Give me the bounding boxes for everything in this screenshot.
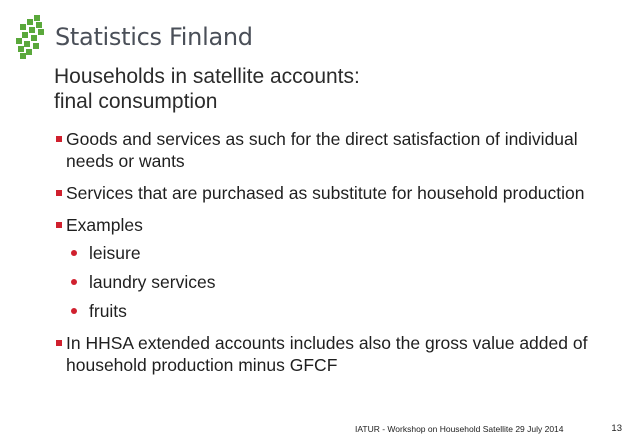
bullet-text: Examples — [66, 215, 143, 235]
square-bullet-icon — [56, 222, 62, 228]
round-bullet-icon — [71, 308, 77, 314]
square-bullet-icon — [56, 340, 62, 346]
slide-title-line-1: Households in satellite accounts: — [54, 65, 360, 88]
bullet-item-goods-services — [54, 128, 614, 172]
sub-bullet-text: leisure — [89, 243, 141, 263]
round-bullet-icon — [71, 279, 77, 285]
bullet-item-hhsa-extended — [54, 332, 614, 376]
bullet-text: Goods and services as such for the direct satisfaction of individual needs or wants — [66, 129, 578, 171]
footer-text: IATUR - Workshop on Household Satellite 29 July 2014 — [355, 424, 564, 434]
sub-bullet-text: laundry services — [89, 272, 216, 292]
sub-bullet-item-fruits — [54, 300, 614, 322]
slide-title — [54, 64, 614, 114]
sub-bullet-text: fruits — [89, 301, 127, 321]
slide-title-line-2: final consumption — [54, 90, 218, 113]
bullet-list — [54, 128, 614, 386]
bullet-text: Services that are purchased as substitute for household production — [66, 183, 585, 203]
logo-mark-icon — [16, 15, 46, 59]
logo-text: Statistics Finland — [55, 23, 253, 51]
round-bullet-icon — [71, 250, 77, 256]
statistics-finland-logo — [16, 14, 253, 60]
sub-bullet-item-leisure — [54, 242, 614, 264]
page-number: 13 — [611, 423, 622, 434]
bullet-item-substitute-services — [54, 182, 614, 204]
bullet-item-examples — [54, 214, 614, 236]
sub-bullet-item-laundry — [54, 271, 614, 293]
bullet-text: In HHSA extended accounts includes also the gross value added of household production minus GFCF — [66, 333, 588, 375]
square-bullet-icon — [56, 136, 62, 142]
square-bullet-icon — [56, 190, 62, 196]
